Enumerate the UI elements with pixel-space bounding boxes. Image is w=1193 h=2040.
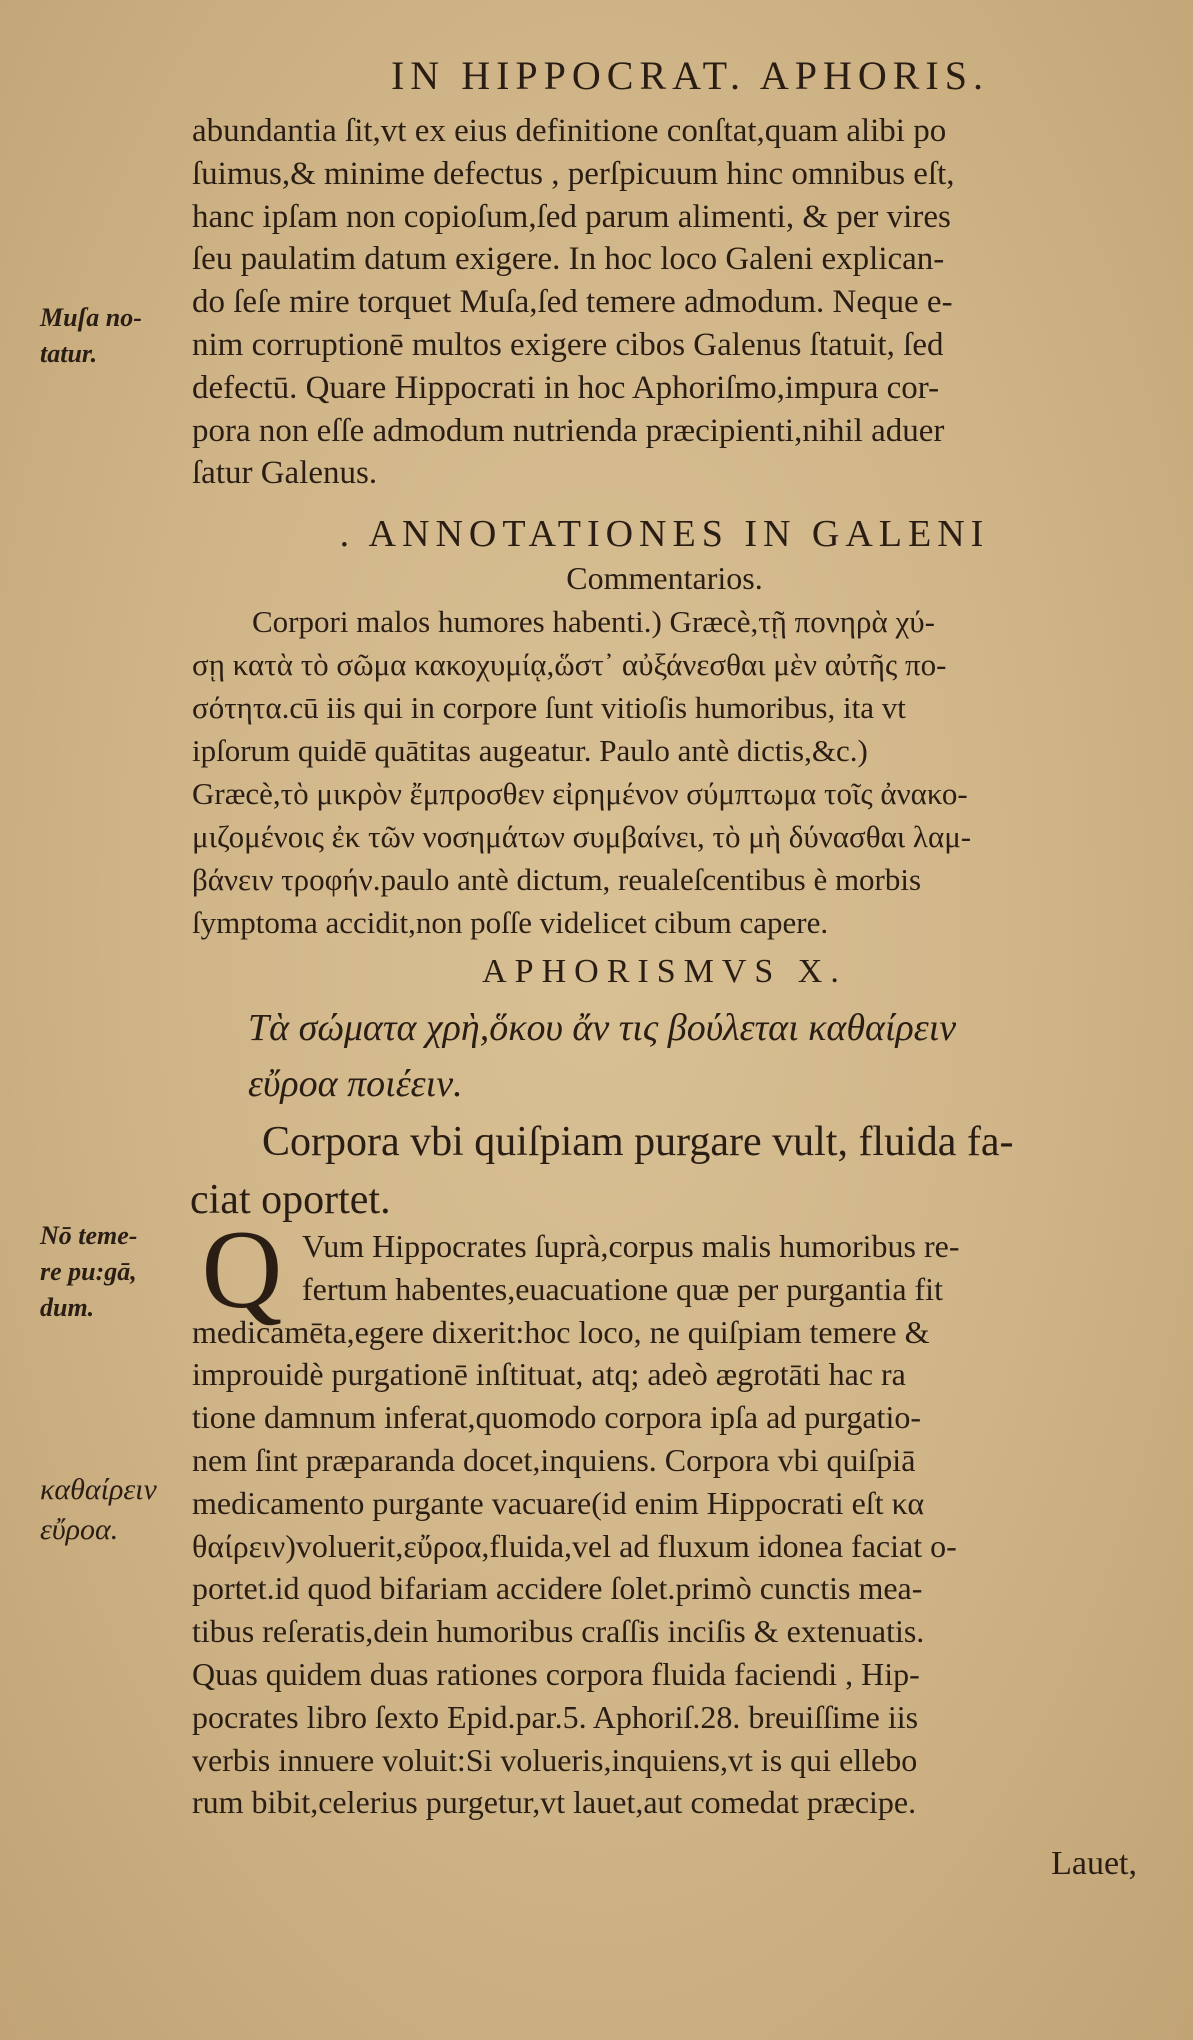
text-line: βάνειν τροφήν.paulo antè dictum, reualeſcentibus è morbis: [192, 862, 922, 897]
margin-note-greek: [40, 1470, 190, 1550]
margin-note-musa: [40, 300, 190, 372]
text-line: ſymptoma accidit,non poſſe videlicet cibum capere.: [192, 905, 829, 940]
text-line: nim corruptionē multos exigere cibos Galenus ſtatuit, ſed: [192, 326, 944, 363]
text-line: tibus reſeratis,dein humoribus craſſis inciſis & extenuatis.: [192, 1613, 925, 1650]
text-line: ſeu paulatim datum exigere. In hoc loco Galeni explican-: [192, 241, 945, 278]
margin-line: dum.: [40, 1293, 95, 1322]
text-line: portet.id quod bifariam accidere ſolet.primò cunctis mea-: [192, 1570, 923, 1607]
text-line: hanc ipſam non copioſum,ſed parum alimenti, & per vires: [192, 198, 951, 235]
text-line: ſuimus,& minime defectus , perſpicuum hinc omnibus eſt,: [192, 155, 955, 192]
text-line: fertum habentes,euacuatione quæ per purgantia fit: [302, 1270, 943, 1307]
latin-line: ciat oportet.: [190, 1177, 391, 1223]
text-line: medicamēta,egere dixerit:hoc loco, ne quiſpiam temere &: [192, 1313, 930, 1350]
text-line: σότητα.cū iis qui in corpore ſunt vitioſis humoribus, ita vt: [192, 690, 906, 725]
text-line: nem ſint præparanda docet,inquiens. Corpora vbi quiſpiā: [192, 1441, 916, 1478]
text-line: Quas quidem duas rationes corpora fluida faciendi , Hip-: [192, 1655, 920, 1692]
margin-line: Muſa no-: [40, 303, 142, 332]
main-text-block: [192, 110, 1137, 495]
greek-line: Τὰ σώματα χρὴ,ὅκου ἄν τις βούλεται καθαίρειν: [248, 1007, 957, 1049]
annotations-title: . ANNOTATIONES IN GALENI: [339, 513, 990, 555]
text-line: verbis innuere voluit:Si volueris,inquiens,vt is qui ellebo: [192, 1741, 918, 1778]
text-line: abundantia ſit,vt ex eius definitione conſtat,quam alibi po: [192, 113, 947, 149]
text-line: ipſorum quidē quātitas augeatur. Paulo antè dictis,&c.): [192, 733, 868, 768]
text-line: rum bibit,celerius purgetur,vt lauet,aut comedat præcipe.: [192, 1784, 917, 1821]
margin-line: tatur.: [40, 339, 98, 368]
text-line: tione damnum inferat,quomodo corpora ipſa ad purgatio-: [192, 1399, 921, 1436]
text-line: Græcè,τὸ μικρὸν ἔμπροσθεν εἰρημένον σύμπτωμα τοῖς ἀνακο-: [192, 776, 968, 811]
latin-line: Corpora vbi quiſpiam purgare vult, fluida fa-: [262, 1119, 1014, 1165]
aphorism-greek: [248, 1000, 1138, 1112]
commentary-block: [192, 1225, 1137, 1824]
text-line: σῃ κατὰ τὸ σῶμα κακοχυμίᾳ,ὥστ᾽ αὐξάνεσθαι μὲν αὐτῆς πο-: [192, 647, 947, 682]
text-line: medicamento purgante vacuare(id enim Hippocrati eſt κα: [192, 1484, 925, 1521]
greek-line: εὔροα ποιέειν.: [248, 1063, 463, 1105]
text-line: pora non eſſe admodum nutrienda præcipienti,nihil aduer: [192, 412, 945, 449]
text-line: pocrates libro ſexto Epid.par.5. Aphoriſ.28. breuiſſime iis: [192, 1698, 919, 1735]
margin-line: Nō teme-: [40, 1221, 138, 1250]
aphorism-latin: [190, 1113, 1142, 1229]
aphorism-title: APHORISMVS X.: [482, 953, 847, 990]
text-line: ſatur Galenus.: [192, 455, 378, 492]
margin-line: καθαίρειν: [40, 1473, 157, 1506]
margin-line: εὔροα.: [40, 1513, 119, 1546]
running-head: IN HIPPOCRAT. APHORIS.: [390, 53, 989, 98]
text-line: θαίρειν)voluerit,εὔροα,fluida,vel ad fluxum idonea faciat o-: [192, 1527, 957, 1564]
text-line: μιζομένοις ἐκ τῶν νοσημάτων συμβαίνει, τὸ μὴ δύνασθαι λαμ-: [192, 819, 972, 854]
margin-line: re pu:gā,: [40, 1257, 137, 1286]
drop-cap: Q: [201, 1208, 283, 1332]
catchword: Lauet,: [1051, 1845, 1137, 1882]
text-line: defectū. Quare Hippocrati in hoc Aphoriſmo,impura cor-: [192, 369, 940, 406]
annotations-block: [192, 600, 1137, 944]
text-line: do ſeſe mire torquet Muſa,ſed temere admodum. Neque e-: [192, 284, 953, 321]
text-line: improuidè purgationē inſtituat, atq; adeò ægrotāti hac ra: [192, 1356, 906, 1393]
annotations-subtitle: Commentarios.: [566, 560, 763, 596]
margin-note-purgandum: [40, 1218, 190, 1326]
text-line: Corpori malos humores habenti.) Græcè,τῇ πονηρὰ χύ-: [252, 604, 935, 639]
text-line: Vum Hippocrates ſuprà,corpus malis humoribus re-: [302, 1228, 960, 1264]
